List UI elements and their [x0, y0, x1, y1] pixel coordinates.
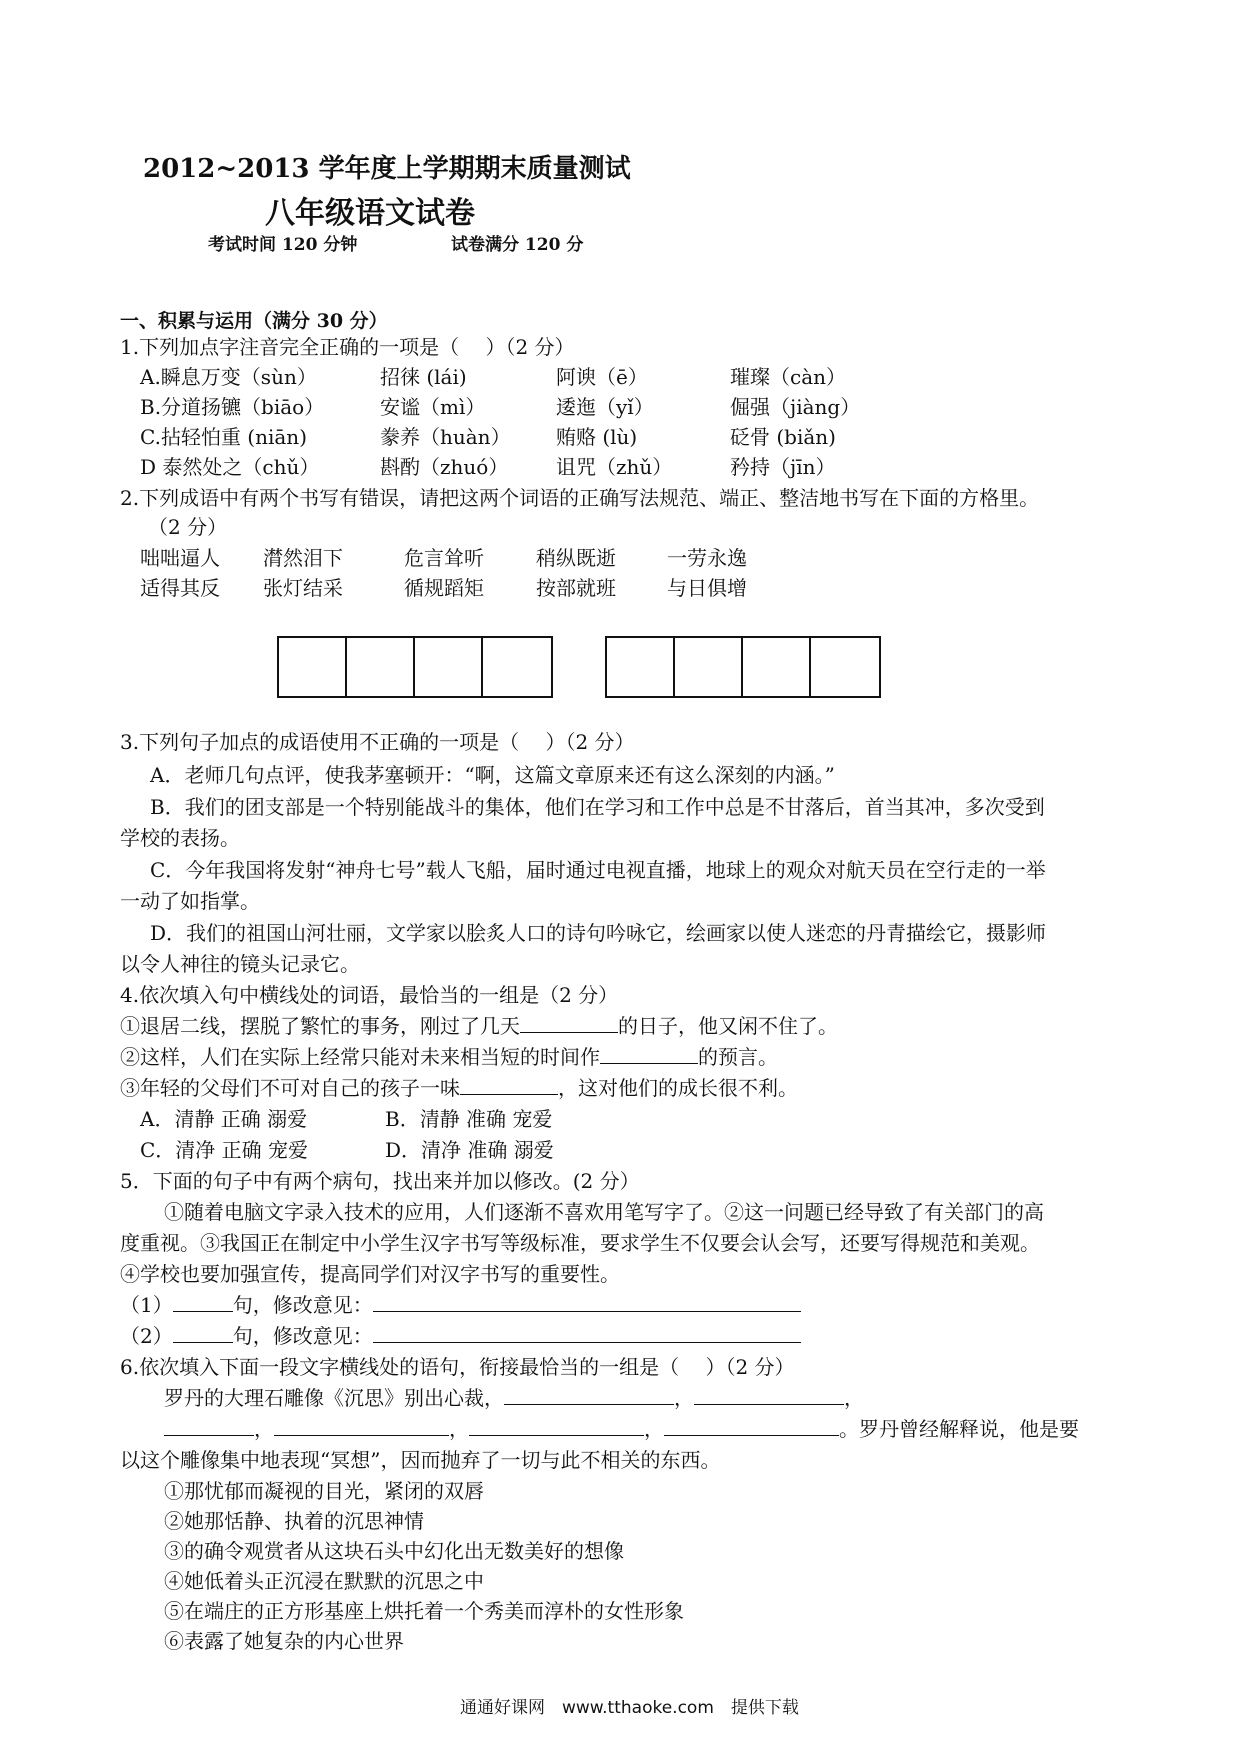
q1-option-d1: D 泰然处之（chǔ） [140, 455, 320, 479]
q6-item: ⑤在端庄的正方形基座上烘托着一个秀美而淳朴的女性形象 [164, 1599, 684, 1623]
q5-answer-num: （1） [120, 1293, 173, 1317]
idiom: 咄咄逼人 [140, 546, 220, 570]
q6-item: ①那忧郁而凝视的目光，紧闭的双唇 [164, 1479, 484, 1503]
q4-stem: 4.依次填入句中横线处的词语，最恰当的一组是（2 分） [120, 983, 619, 1007]
q5-answer-num: （2） [120, 1324, 173, 1348]
q6-stem: 6.依次填入下面一段文字横线处的语句，衔接最恰当的一组是（ ）（2 分） [120, 1355, 795, 1379]
q3-stem: 3.下列句子加点的成语使用不正确的一项是（ ）（2 分） [120, 730, 635, 754]
answer-cell[interactable] [279, 638, 347, 696]
answer-cell[interactable] [483, 638, 551, 696]
q6-sep: ， [844, 1386, 864, 1410]
q1-option-a3: 阿谀（ē） [556, 365, 648, 389]
q2-stem: 2.下列成语中有两个书写有错误，请把这两个词语的正确写法规范、端正、整洁地书写在下面的方格里。 [120, 486, 1040, 510]
idiom: 一劳永逸 [667, 546, 747, 570]
q1-option-c4: 砭骨 (biǎn) [730, 425, 836, 449]
q3-option-d-cont: 以令人神往的镜头记录它。 [120, 952, 360, 976]
idiom: 循规蹈矩 [404, 576, 484, 600]
q1-option-d2: 斟酌（zhuó） [380, 455, 509, 479]
idiom: 危言耸听 [404, 546, 484, 570]
q5-passage-1: ①随着电脑文字录入技术的应用，人们逐渐不喜欢用笔写字了。②这一问题已经导致了有关部门的高 [164, 1200, 1044, 1224]
q4-option-b: B．清静 准确 宠爱 [385, 1107, 553, 1131]
answer-grid-2[interactable] [605, 636, 881, 698]
fill-blank[interactable] [164, 1417, 254, 1436]
section-heading: 一、积累与运用（满分 30 分） [120, 310, 388, 332]
q6-l1-text: 罗丹的大理石雕像《沉思》别出心裁， [164, 1386, 504, 1410]
q1-option-b2: 安谧（mì） [380, 395, 486, 419]
answer-cell[interactable] [675, 638, 743, 696]
q6-item: ③的确令观赏者从这块石头中幻化出无数美好的想像 [164, 1539, 624, 1563]
fill-blank[interactable] [469, 1417, 644, 1436]
q3-option-b-cont: 学校的表扬。 [120, 826, 240, 850]
fill-blank[interactable] [274, 1417, 449, 1436]
answer-cell[interactable] [811, 638, 879, 696]
q3-option-b: B．我们的团支部是一个特别能战斗的集体，他们在学习和工作中总是不甘落后，首当其冲，多次受到 [150, 795, 1045, 819]
q5-passage-3: ④学校也要加强宣传，提高同学们对汉字书写的重要性。 [120, 1262, 620, 1286]
q1-option-b3: 逶迤（yǐ） [556, 395, 654, 419]
fill-blank[interactable] [694, 1386, 844, 1405]
idiom: 稍纵既逝 [536, 546, 616, 570]
q4-sentence-3 [120, 1076, 798, 1100]
q1-option-d3: 诅咒（zhǔ） [556, 455, 673, 479]
fill-blank[interactable] [373, 1324, 801, 1343]
q1-option-c1: C.拈轻怕重 (niān) [140, 425, 307, 449]
idiom: 适得其反 [140, 576, 220, 600]
q6-line-1 [164, 1386, 864, 1410]
answer-cell[interactable] [607, 638, 675, 696]
fill-blank[interactable] [520, 1014, 618, 1033]
page-footer: 通通好课网 www.tthaoke.com 提供下载 [460, 1698, 799, 1718]
fill-blank[interactable] [504, 1386, 674, 1405]
fill-blank[interactable] [373, 1293, 801, 1312]
q1-option-c3: 贿赂 (lù) [556, 425, 638, 449]
q1-option-a4: 璀璨（càn） [730, 365, 847, 389]
q6-sep: ， [644, 1417, 664, 1441]
q5-passage-2: 度重视。③我国正在制定中小学生汉字书写等级标准，要求学生不仅要会认会写，还要写得规范和美观。 [120, 1231, 1040, 1255]
answer-cell[interactable] [347, 638, 415, 696]
q4-option-c: C．清净 正确 宠爱 [140, 1138, 309, 1162]
q6-item: ②她那恬静、执着的沉思神情 [164, 1509, 424, 1533]
q4-s1-head: ①退居二线，摆脱了繁忙的事务，刚过了几天 [120, 1014, 520, 1038]
q3-option-d: D．我们的祖国山河壮丽，文学家以脍炙人口的诗句吟咏它，绘画家以使人迷恋的丹青描绘它，摄影师 [150, 921, 1047, 945]
fill-blank[interactable] [173, 1293, 233, 1312]
idiom: 潸然泪下 [263, 546, 343, 570]
q6-l2-tail: 。罗丹曾经解释说，他是要 [839, 1417, 1079, 1441]
q4-s2-tail: 的预言。 [698, 1045, 778, 1069]
answer-grid-1[interactable] [277, 636, 553, 698]
q5-answer-label: 句，修改意见： [232, 1324, 373, 1348]
q3-option-c: C．今年我国将发射“神舟七号”载人飞船，届时通过电视直播，地球上的观众对航天员在空行走的一举 [150, 858, 1046, 882]
fill-blank[interactable] [173, 1324, 233, 1343]
q1-option-a2: 招徕 (lái) [380, 365, 467, 389]
idiom: 张灯结采 [263, 576, 343, 600]
idiom: 按部就班 [536, 576, 616, 600]
q5-answer-2 [120, 1324, 801, 1348]
q6-line-2 [164, 1417, 1079, 1441]
q1-option-d4: 矜持（jīn） [730, 455, 836, 479]
q5-answer-label: 句，修改意见： [232, 1293, 373, 1317]
q4-option-d: D．清净 准确 溺爱 [385, 1138, 554, 1162]
fill-blank[interactable] [600, 1045, 698, 1064]
answer-cell[interactable] [415, 638, 483, 696]
q4-sentence-1 [120, 1014, 838, 1038]
fill-blank[interactable] [460, 1076, 558, 1095]
q2-score: （2 分） [148, 515, 228, 539]
exam-score: 试卷满分 120 分 [451, 235, 584, 255]
q1-stem: 1.下列加点字注音完全正确的一项是（ ）（2 分） [120, 335, 575, 359]
q4-s3-head: ③年轻的父母们不可对自己的孩子一味 [120, 1076, 460, 1100]
q1-option-b4: 倔强（jiàng） [730, 395, 861, 419]
q4-sentence-2 [120, 1045, 778, 1069]
q6-sep: ， [674, 1386, 694, 1410]
exam-title: 2012~2013 学年度上学期期末质量测试 [143, 154, 631, 184]
exam-subtitle: 八年级语文试卷 [265, 196, 475, 231]
q3-option-a: A．老师几句点评，使我茅塞顿开：“啊，这篇文章原来还有这么深刻的内涵。” [150, 763, 835, 787]
q4-s1-tail: 的日子，他又闲不住了。 [618, 1014, 838, 1038]
q5-answer-1 [120, 1293, 801, 1317]
q3-option-c-cont: 一动了如指掌。 [120, 889, 260, 913]
q1-option-c2: 豢养（huàn） [380, 425, 511, 449]
fill-blank[interactable] [664, 1417, 839, 1436]
exam-time: 考试时间 120 分钟 [208, 235, 358, 255]
q4-s2-head: ②这样，人们在实际上经常只能对未来相当短的时间作 [120, 1045, 600, 1069]
answer-cell[interactable] [743, 638, 811, 696]
q1-option-b1: B.分道扬镳（biāo） [140, 395, 325, 419]
q1-option-a1: A.瞬息万变（sùn） [140, 365, 317, 389]
q6-item: ④她低着头正沉浸在默默的沉思之中 [164, 1569, 484, 1593]
q4-option-a: A．清静 正确 溺爱 [140, 1107, 308, 1131]
idiom: 与日俱增 [667, 576, 747, 600]
q4-s3-tail: ，这对他们的成长很不利。 [558, 1076, 798, 1100]
q5-stem: 5．下面的句子中有两个病句，找出来并加以修改。(2 分） [120, 1169, 640, 1193]
q6-sep: ， [254, 1417, 274, 1441]
q6-item: ⑥表露了她复杂的内心世界 [164, 1629, 404, 1653]
q6-sep: ， [449, 1417, 469, 1441]
q6-line-3: 以这个雕像集中地表现“冥想”，因而抛弃了一切与此不相关的东西。 [120, 1448, 721, 1472]
